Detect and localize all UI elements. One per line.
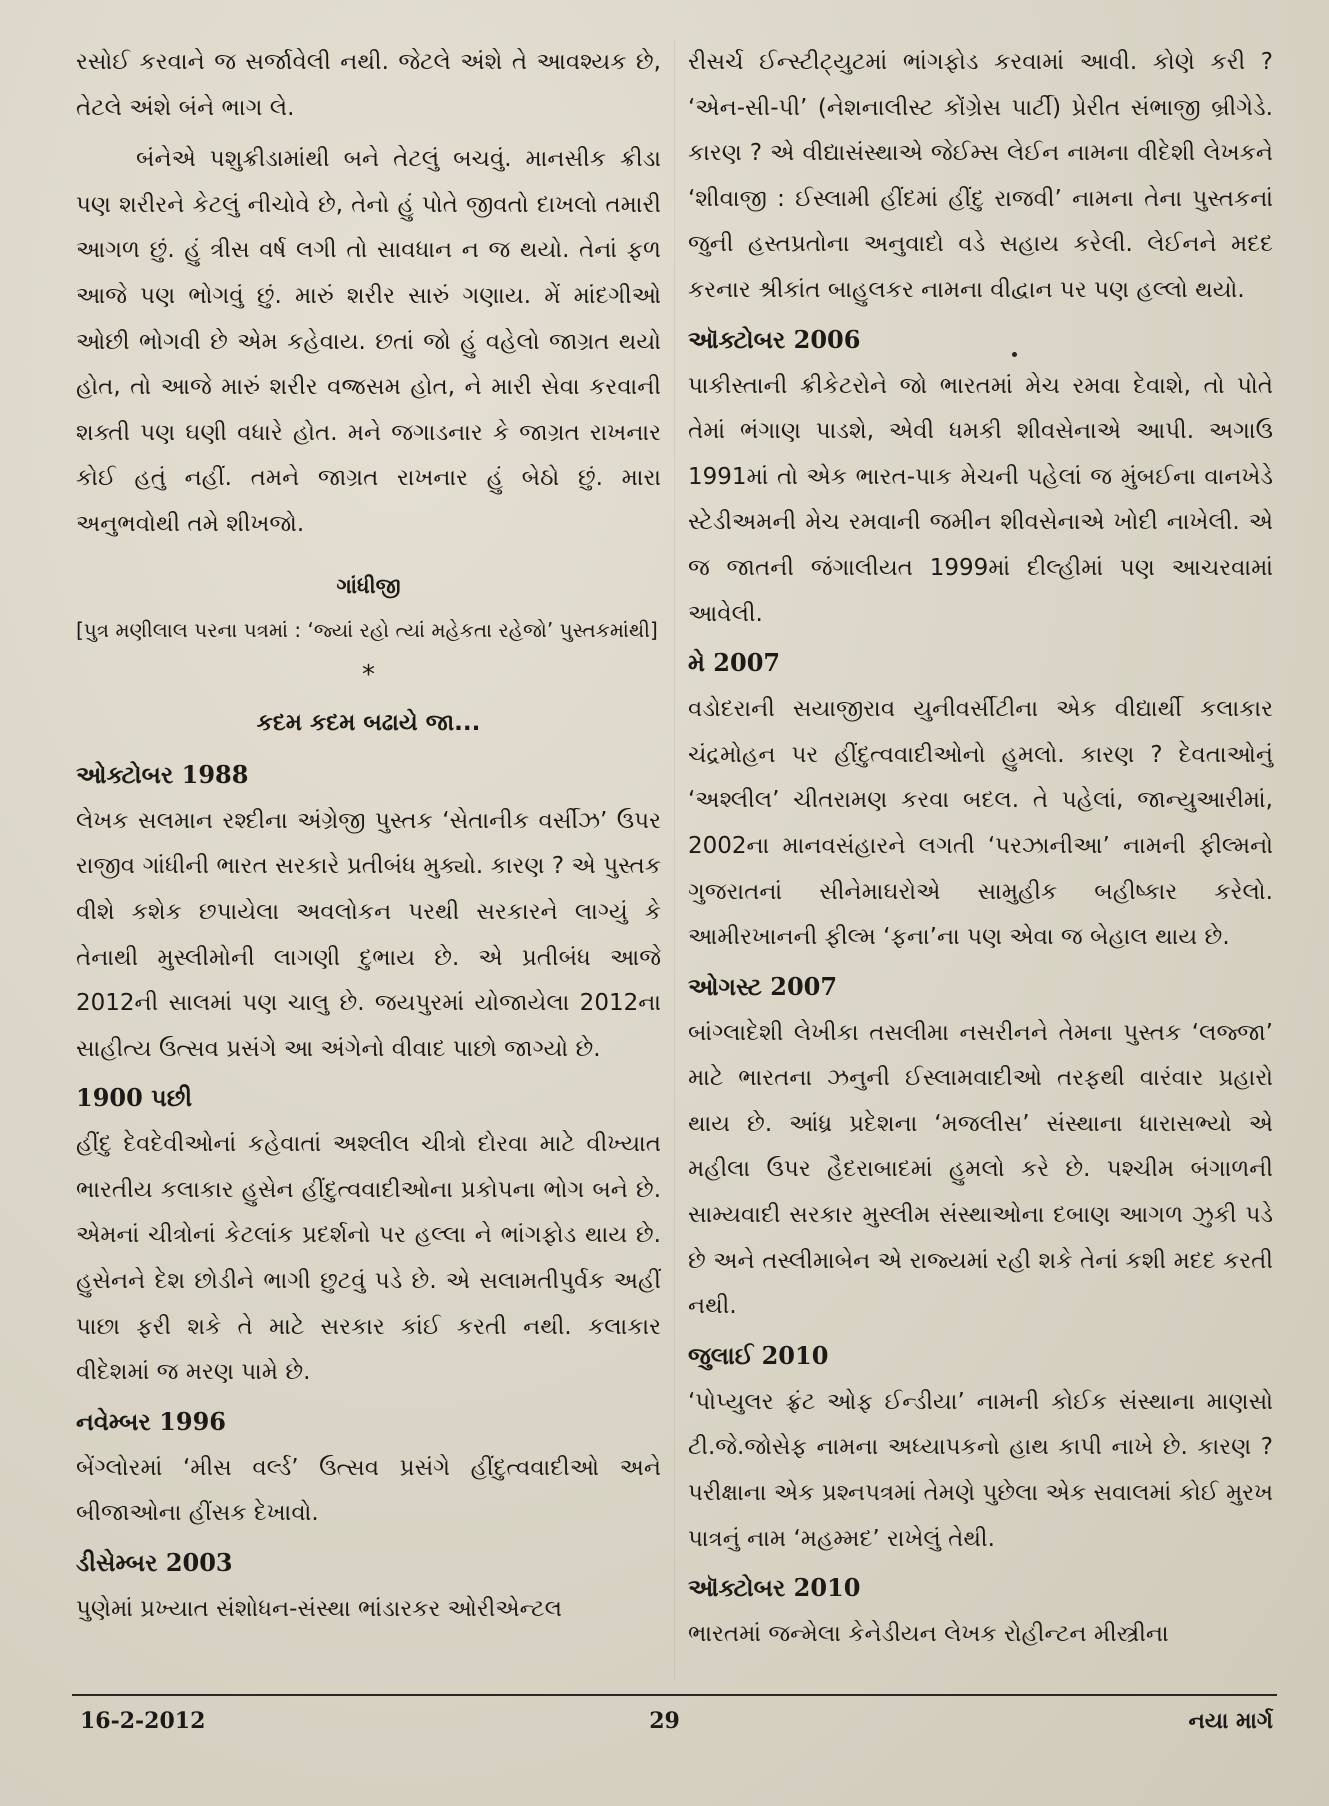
issue-date: 16-2-2012 [80, 1708, 206, 1734]
date-heading: ડીસેમ્બર 2003 [76, 1548, 233, 1578]
source-note: [પુત્ર મણીલાલ પરના પત્રમાં : ‘જ્યાં રહો ત્યાં મહેકતા રહેજો’ પુસ્તકમાંથી] [76, 618, 658, 643]
paragraph: પાકીસ્તાની ક્રીકેટરોને જો ભારતમાં મેચ રમવા દેવાશે, તો પોતે તેમાં ભંગાણ પાડશે, એવી ધમકી શીવસેનાએ આપી. અગાઉ 1991માં તો એક ભારત-પાક મેચની પહેલાં જ મુંબઈના વાનખેડે સ્ટેડીઅમની મેચ રમવાની જમીન શીવસેનાએ ખોદી નાખેલી. એ જ જાતની જંગાલીયત 1999માં દીલ્હીમાં પણ આચરવામાં આવેલી. [688, 372, 1273, 627]
date-heading: ઑક્ટોબર 2010 [688, 1573, 861, 1603]
signature: ગાંધીજી [336, 573, 401, 598]
right-column [688, 40, 1273, 1658]
section-title: કદમ કદમ બઢાયે જા... [256, 710, 481, 737]
date-heading: જુલાઈ 2010 [688, 1340, 829, 1370]
column-gutter [674, 40, 675, 1680]
paragraph: બેંગ્લોરમાં ‘મીસ વર્લ્ડ’ ઉત્સવ પ્રસંગે હીંદુત્વવાદીઓ અને બીજાઓના હીંસક દેખાવો. [76, 1454, 661, 1527]
paragraph: રીસર્ચ ઈન્સ્ટીટ્યુટમાં ભાંગફોડ કરવામાં આવી. કોણે કરી ? ‘એન-સી-પી’ (નેશનાલીસ્ટ કોંગ્રેસ પાર્ટી) પ્રેરીત સંભાજી બ્રીગેડે. કારણ ? એ વીદ્યાસંસ્થાએ જેઈમ્સ લેઈન નામના વીદેશી લેખકને ‘શીવાજી : ઈસ્લામી હીંદમાં હીંદુ રાજવી’ નામના તેના પુસ્તકનાં જુની હસ્તપ્રતોના અનુવાદો વડે સહાય કરેલી. લેઈનને મદદ કરનાર શ્રીકાંત બાહુલકર નામના વીદ્વાન પર પણ હલ્લો થયો. [688, 49, 1273, 303]
footer-rule [72, 1694, 1277, 1696]
paragraph: વડોદરાની સયાજીરાવ યુનીવર્સીટીના એક વીદ્યાર્થી કલાકાર ચંદ્રમોહન પર હીંદુત્વવાદીઓનો હુમલો. કારણ ? દેવતાઓનું ‘અશ્લીલ’ ચીતરામણ કરવા બદલ. તે પહેલાં, જાન્યુઆરીમાં, 2002ના માનવસંહારને લગતી ‘પરઝાનીઆ’ નામની ફીલ્મનો ગુજરાતનાં સીનેમાઘરોએ સામુહીક બહીષ્કાર કરેલો. આમીરખાનની ફીલ્મ ‘ફના’ના પણ એવા જ બેહાલ થાય છે. [688, 696, 1273, 951]
paragraph: હીંદુ દેવદેવીઓનાં કહેવાતાં અશ્લીલ ચીત્રો દોરવા માટે વીખ્યાત ભારતીય કલાકાર હુસેન હીંદુત્વવાદીઓના પ્રકોપના ભોગ બને છે. એમનાં ચીત્રોનાં કેટલાંક પ્રદર્શનો પર હલ્લા ને ભાંગફોડ થાય છે. હુસેનને દેશ છોડીને ભાગી છુટવું પડે છે. એ સલામતીપુર્વક અહીં પાછા ફરી શકે તે માટે સરકાર કાંઈ કરતી નથી. કલાકાર વીદેશમાં જ મરણ પામે છે. [76, 1131, 661, 1386]
paragraph: ભારતમાં જન્મેલા કેનેડીયન લેખક રોહીન્ટન મીસ્ત્રીના [688, 1621, 1169, 1648]
paragraph: બંનેએ પશુક્રીડામાંથી બને તેટલું બચવું. માનસીક ક્રીડા પણ શરીરને કેટલું નીચોવે છે, તેનો હું પોતે જીવતો દાખલો તમારી આગળ છું. હું ત્રીસ વર્ષ લગી તો સાવધાન ન જ થયો. તેનાં ફળ આજે પણ ભોગવું છું. મારું શરીર સારું ગણાય. મેં માંદગીઓ ઓછી ભોગવી છે એમ કહેવાય. છતાં જો હું વહેલો જાગ્રત થયો હોત, તો આજે મારું શરીર વજ્રસમ હોત, ને મારી સેવા કરવાની શક્તી પણ ઘણી વધારે હોત. મને જગાડનાર કે જાગ્રત રાખનાર કોઈ હતું નહીં. તમને જાગ્રત રાખનાર હું બેઠો છું. મારા અનુભવોથી તમે શીખજો. [76, 146, 661, 537]
paragraph: રસોઈ કરવાને જ સર્જાવેલી નથી. જેટલે અંશે તે આવશ્યક છે, તેટલે અંશે બંને ભાગ લે. [76, 49, 661, 121]
paragraph: બાંગ્લાદેશી લેખીકા તસલીમા નસરીનને તેમના પુસ્તક ‘લજ્જા’ માટે ભારતના ઝનુની ઈસ્લામવાદીઓ તરફથી વારંવાર પ્રહારો થાય છે. આંધ્ર પ્રદેશના ‘મજલીસ’ સંસ્થાના ધારાસભ્યો એ મહીલા ઉપર હૈદરાબાદમાં હુમલો કરે છે. પશ્ચીમ બંગાળની સામ્યવાદી સરકાર મુસ્લીમ સંસ્થાઓના દબાણ આગળ ઝુકી પડે છે અને તસ્લીમાબેન એ રાજ્યમાં રહી શકે તેનાં કશી મદદ કરતી નથી. [688, 1019, 1273, 1320]
date-heading: ઓગસ્ટ 2007 [688, 971, 838, 1001]
paragraph: લેખક સલમાન રશ્દીના અંગ્રેજી પુસ્તક ‘સેતાનીક વર્સીઝ’ ઉપર રાજીવ ગાંધીની ભારત સરકારે પ્રતીબંધ મુક્યો. કારણ ? એ પુસ્તક વીશે કશેક છપાયેલા અવલોકન પરથી સરકારને લાગ્યું કે તેનાથી મુસ્લીમોની લાગણી દુભાય છે. એ પ્રતીબંધ આજે 2012ની સાલમાં પણ ચાલુ છે. જયપુરમાં યોજાયેલા 2012ના સાહીત્ય ઉત્સવ પ્રસંગે આ અંગેનો વીવાદ પાછો જાગ્યો છે. [76, 807, 661, 1062]
print-speck [1012, 352, 1017, 357]
paragraph: ‘પોપ્યુલર ફ્રંટ ઓફ ઈન્ડીયા’ નામની કોઈક સંસ્થાના માણસો ટી.જે.જોસેફ નામના અધ્યાપકનો હાથ કાપી નાખે છે. કારણ ? પરીક્ષાના એક પ્રશ્નપત્રમાં તેમણે પુછેલા એક સવાલમાં કોઈ મુરખ પાત્રનું નામ ‘મહમ્મદ’ રાખેલું તેથી. [688, 1388, 1273, 1552]
paragraph: પુણેમાં પ્રખ્યાત સંશોધન-સંસ્થા ભાંડારકર ઓરીએન્ટલ [76, 1596, 562, 1623]
left-column [76, 40, 661, 1633]
date-heading: મે 2007 [688, 648, 781, 678]
publication-name: નયા માર્ગ [1188, 1708, 1273, 1734]
date-heading: નવેમ્બર 1996 [76, 1406, 226, 1436]
separator-star: * [362, 660, 375, 691]
date-heading: ઑક્ટોબર 2006 [688, 324, 861, 354]
date-heading: 1900 પછી [76, 1083, 193, 1113]
date-heading: ઓક્ટોબર 1988 [76, 759, 249, 789]
page-number: 29 [649, 1708, 680, 1734]
